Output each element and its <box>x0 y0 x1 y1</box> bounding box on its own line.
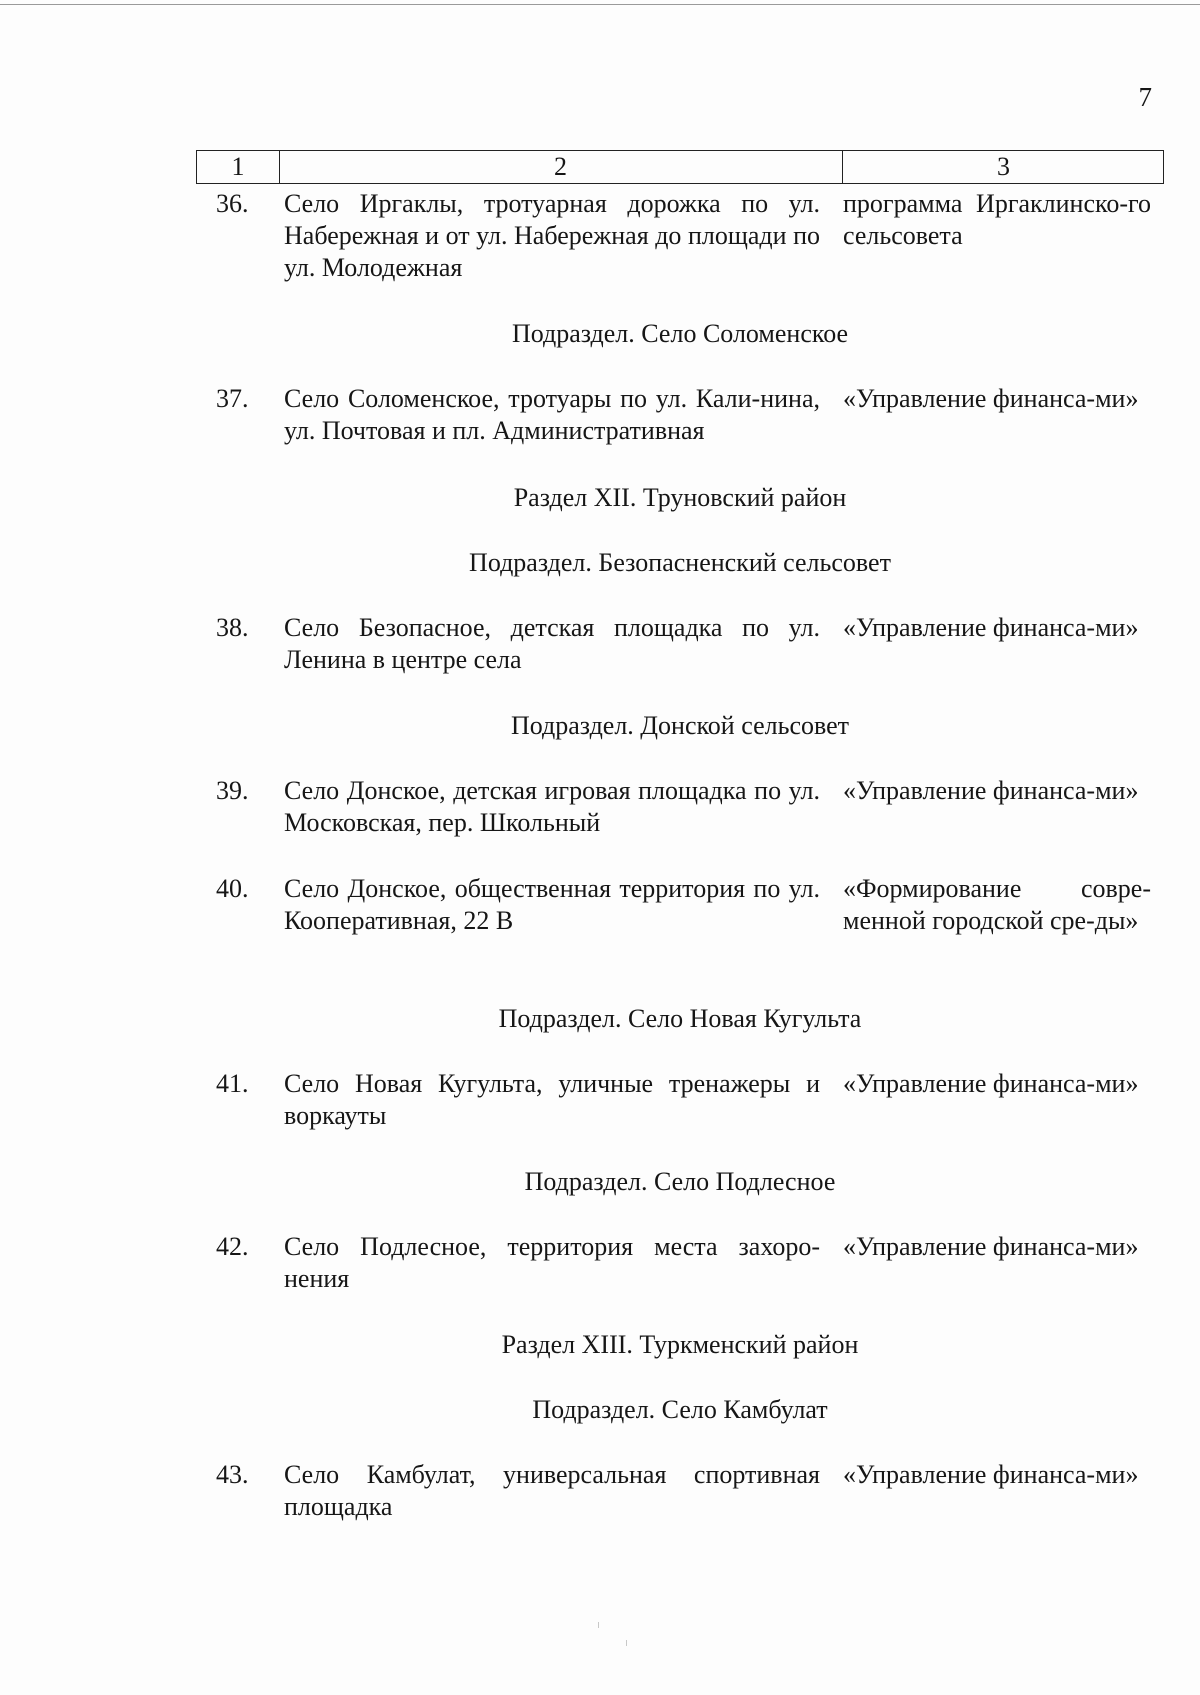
row-program-text: «Управление финанса-ми» <box>843 1460 1139 1489</box>
column-header-number: 1 <box>231 152 245 181</box>
page-number: 7 <box>1138 82 1152 112</box>
subsection-heading: Подраздел. Безопасненский сельсовет <box>469 548 891 577</box>
subsection-heading: Подраздел. Донской сельсовет <box>510 711 850 740</box>
subsection-heading: Подраздел. Село Соломенское <box>511 319 849 348</box>
row-number: 37. <box>216 384 249 413</box>
row-program-text: «Управление финанса-ми» <box>843 1232 1139 1261</box>
table-column-header <box>196 150 1164 184</box>
row-object-text: Село Новая Кугульта, уличные тренажеры и воркауты <box>284 1069 820 1130</box>
row-number: 43. <box>216 1460 249 1489</box>
row-object-text: Село Безопасное, детская площадка по ул. Ленина в центре села <box>284 613 820 674</box>
row-program-text: «Формирование совре-менной городской сре-ды» <box>843 874 1151 935</box>
row-number: 41. <box>216 1069 249 1098</box>
column-header-program: 3 <box>997 152 1010 181</box>
row-program-text: «Управление финанса-ми» <box>843 613 1139 642</box>
subsection-heading: Подраздел. Село Новая Кугульта <box>498 1004 862 1033</box>
row-number: 36. <box>216 189 249 218</box>
subsection-heading: Подраздел. Село Камбулат <box>532 1395 828 1424</box>
row-number: 40. <box>216 874 249 903</box>
row-object-text: Село Иргаклы, тротуарная дорожка по ул. Набережная и от ул. Набережная до площади по ул. Молодежная <box>284 189 820 282</box>
row-program-text: «Управление финанса-ми» <box>843 1069 1139 1098</box>
row-program-text: «Управление финанса-ми» <box>843 384 1139 413</box>
subsection-heading: Подраздел. Село Подлесное <box>524 1167 836 1196</box>
row-number: 42. <box>216 1232 249 1261</box>
scan-edge-line <box>0 4 1200 5</box>
row-object-text: Село Донское, детская игровая площадка по ул. Московская, пер. Школьный <box>284 776 820 837</box>
row-object-text: Село Соломенское, тротуары по ул. Кали-нина, ул. Почтовая и пл. Административная <box>284 384 820 445</box>
row-program-text: «Управление финанса-ми» <box>843 776 1139 805</box>
row-object-text: Село Донское, общественная территория по ул. Кооперативная, 22 В <box>284 874 820 935</box>
scan-speck <box>626 1640 627 1646</box>
row-number: 38. <box>216 613 249 642</box>
row-object-text: Село Подлесное, территория места захоро-нения <box>284 1232 820 1293</box>
column-header-object: 2 <box>554 152 567 181</box>
scan-speck <box>598 1622 599 1628</box>
section-heading: Раздел XII. Труновский район <box>513 483 847 512</box>
section-heading: Раздел XIII. Туркменский район <box>501 1330 859 1359</box>
row-number: 39. <box>216 776 249 805</box>
row-object-text: Село Камбулат, универсальная спортивная площадка <box>284 1460 820 1521</box>
row-program-text: программа Иргаклинско-го сельсовета <box>843 189 1151 250</box>
